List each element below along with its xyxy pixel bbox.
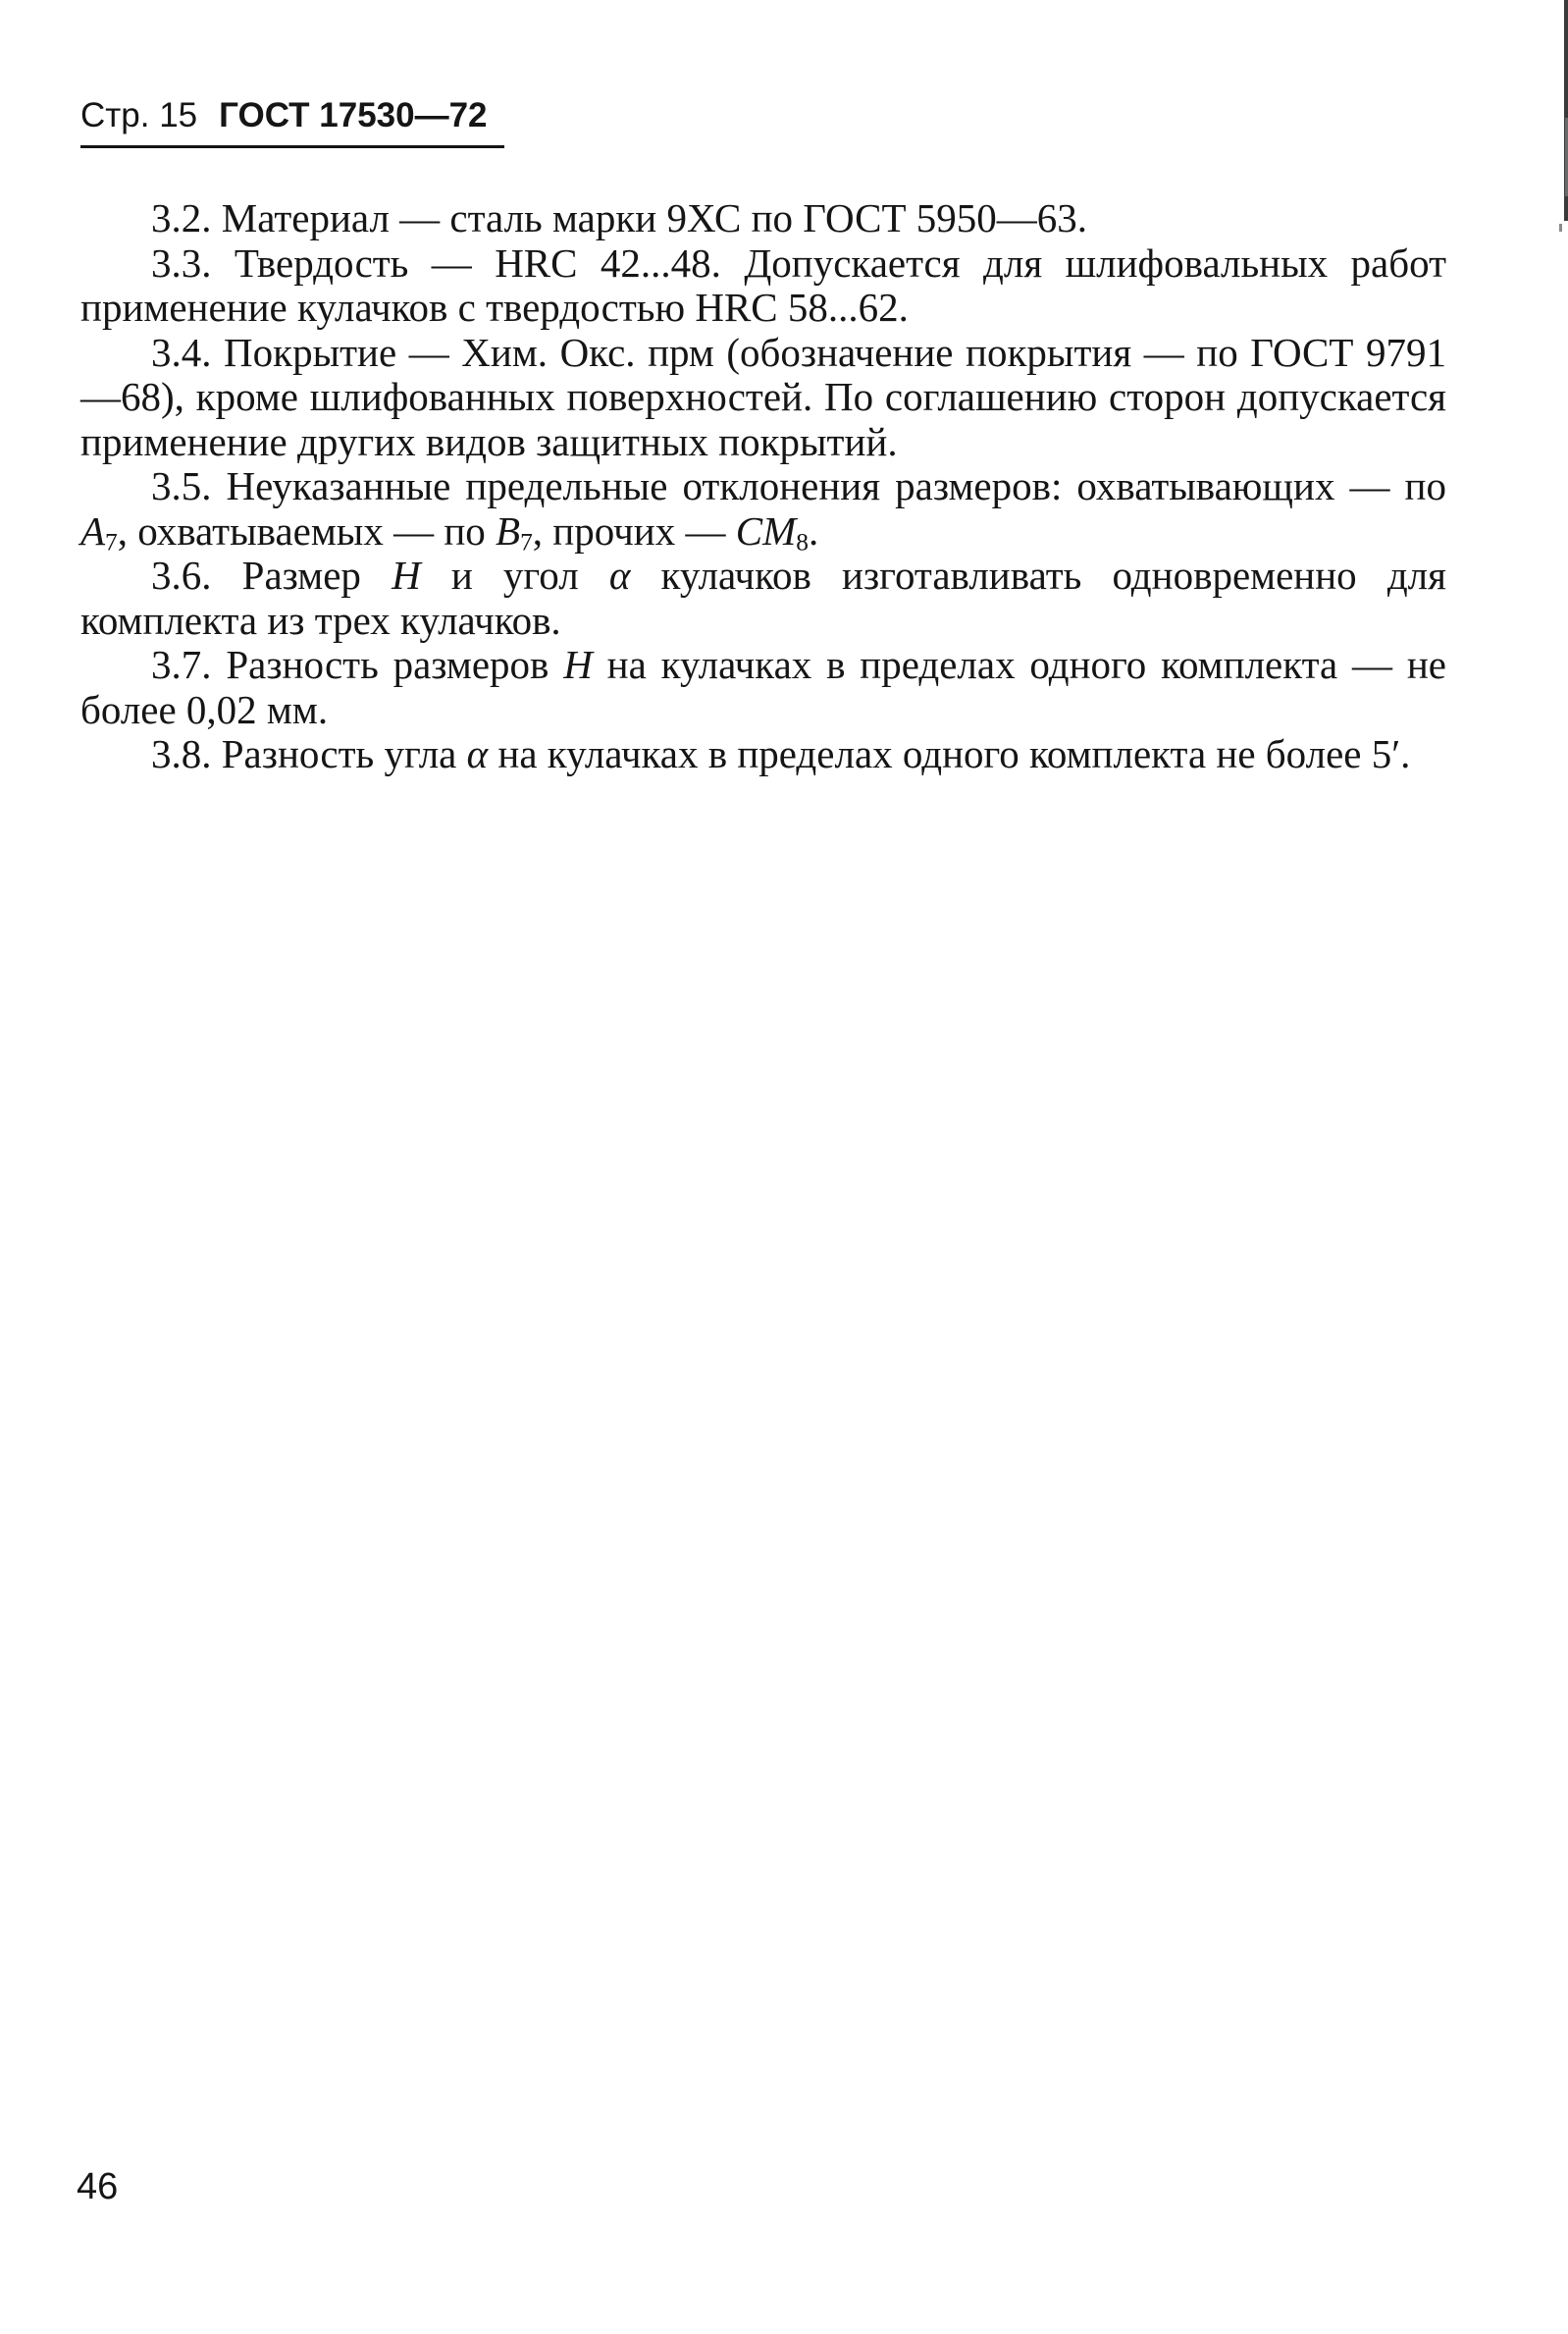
symbol-alpha: α [466,731,489,776]
body-text [80,196,1446,777]
header-rule [80,145,504,148]
paragraph-3-7 [80,643,1446,732]
paragraph-3-7-suffix: на кулачках в пределах одного комплекта — не более 0,02 мм. [80,642,1446,732]
paragraph-3-5-suffix: . [808,507,819,554]
fit-symbol-cm: CM [735,507,797,554]
paragraph-3-5-middle-2: , прочих — [532,507,736,554]
paragraph-3-5-prefix: 3.5. Неуказанные предельные отклонения размеров: охватывающих — по [151,463,1446,508]
paragraph-3-6-prefix: 3.6. Размер [151,553,392,598]
fit-symbol-b: B [496,507,521,554]
paragraph-3-8-suffix: на кулачках в пределах одного комплекта не более 5′. [488,731,1411,776]
fit-symbol-a: A [80,507,106,554]
symbol-h: H [392,553,421,598]
paragraph-3-2: 3.2. Материал — сталь марки 9ХС по ГОСТ 5950—63. [151,195,1087,240]
fit-grade-b: 7 [520,528,533,557]
paragraph-3-6 [80,554,1446,643]
page-header [80,96,488,135]
standard-code: ГОСТ 17530—72 [219,96,488,134]
fit-grade-a: 7 [105,528,118,557]
page-label: Стр. 15 [80,96,198,134]
paragraph-3-8-prefix: 3.8. Разность угла [151,731,467,776]
paragraph-3-6-middle: и угол [420,553,609,598]
paragraph-3-3: 3.3. Твердость — HRC 42...48. Допускается для шлифовальных работ применение кулачков с твердостью HRC 58...62. [80,239,1446,330]
paragraph-3-4: 3.4. Покрытие — Хим. Окс. прм (обозначение покрытия — по ГОСТ 9791—68), кроме шлифованных поверхностей. По соглашению сторон допускается применение других видов защитных покрытий. [80,329,1446,464]
paragraph-3-6-suffix: кулачков изготавливать одновременно для комплекта из трех кулачков. [80,553,1447,643]
paragraph-3-5-middle: , охватываемых — по [117,507,497,554]
scan-speck [1559,224,1562,232]
symbol-h: H [563,642,593,687]
paragraph-3-8 [80,732,1446,777]
fit-grade-cm: 8 [796,528,809,557]
paragraph-3-5 [80,463,1446,557]
page-number: 46 [77,2166,119,2207]
paragraph-3-7-prefix: 3.7. Разность размеров [151,642,564,687]
symbol-alpha: α [608,553,631,598]
